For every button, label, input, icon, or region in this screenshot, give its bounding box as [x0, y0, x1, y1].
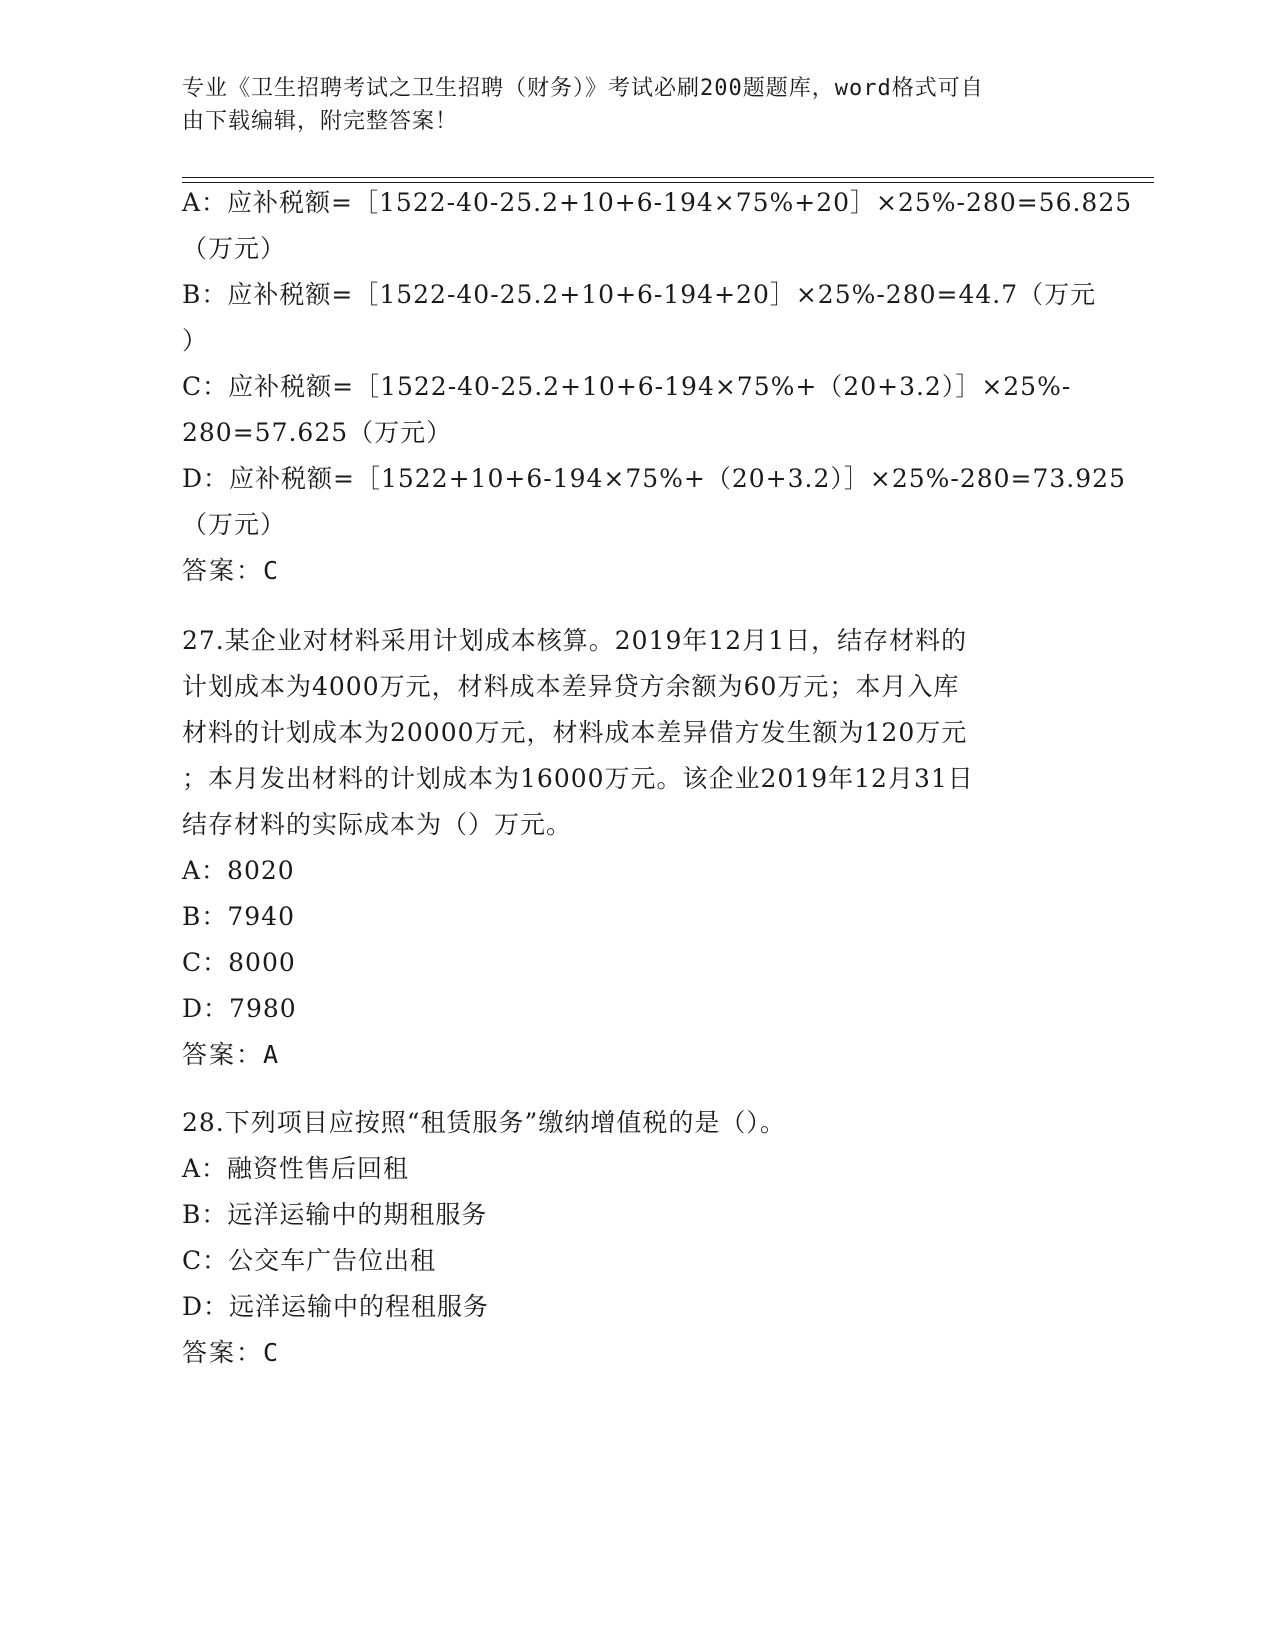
q27-option-d: D：7980 [182, 994, 297, 1023]
q26-option-c-line-1: C：应补税额=［1522-40-25.2+10+6-194×75%+（20+3.2）］×25%- [182, 372, 1072, 401]
q28-option-d: D：远洋运输中的程租服务 [182, 1292, 490, 1321]
question-28 [182, 1100, 1082, 1376]
q27-option-a: A：8020 [182, 856, 295, 885]
question-26-options [182, 180, 1133, 594]
q27-stem-line-4: ；本月发出材料的计划成本为16000万元。该企业2019年12月31日 [182, 764, 974, 793]
q27-stem-line-2: 计划成本为4000万元，材料成本差异贷方余额为60万元；本月入库 [182, 672, 960, 701]
q26-option-a-line-1: A：应补税额=［1522-40-25.2+10+6-194×75%+20］×25%-280=56.825 [182, 188, 1133, 217]
q27-answer: 答案：A [182, 1040, 281, 1069]
header-line-2: 由下载编辑，附完整答案！ [182, 109, 459, 134]
q26-option-b-line-2: ） [182, 326, 209, 355]
q28-answer: 答案：C [182, 1338, 281, 1367]
q27-stem-line-5: 结存材料的实际成本为（）万元。 [182, 810, 573, 839]
q26-answer: 答案：C [182, 556, 281, 585]
header-divider-top [182, 177, 1154, 178]
q28-option-c: C：公交车广告位出租 [182, 1246, 437, 1275]
document-header [182, 72, 1062, 138]
q26-option-d-line-2: （万元） [182, 510, 287, 539]
q27-option-b: B：7940 [182, 902, 295, 931]
q27-stem-line-3: 材料的计划成本为20000万元，材料成本差异借方发生额为120万元 [182, 718, 968, 747]
q26-option-c-line-2: 280=57.625（万元） [182, 418, 453, 447]
q27-stem-line-1: 27.某企业对材料采用计划成本核算。2019年12月1日，结存材料的 [182, 626, 968, 655]
header-line-1: 专业《卫生招聘考试之卫生招聘（财务）》考试必刷200题题库，word格式可自 [182, 76, 984, 101]
q28-stem: 28.下列项目应按照“租赁服务”缴纳增值税的是（）。 [182, 1108, 786, 1137]
q27-option-c: C：8000 [182, 948, 296, 977]
q26-option-a-line-2: （万元） [182, 234, 287, 263]
q26-option-d-line-1: D：应补税额=［1522+10+6-194×75%+（20+3.2）］×25%-280=73.925 [182, 464, 1126, 493]
q26-option-b-line-1: B：应补税额=［1522-40-25.2+10+6-194+20］×25%-280=44.7（万元 [182, 280, 1097, 309]
q28-option-a: A：融资性售后回租 [182, 1154, 410, 1183]
question-27 [182, 618, 1082, 1078]
q28-option-b: B：远洋运输中的期租服务 [182, 1200, 488, 1229]
